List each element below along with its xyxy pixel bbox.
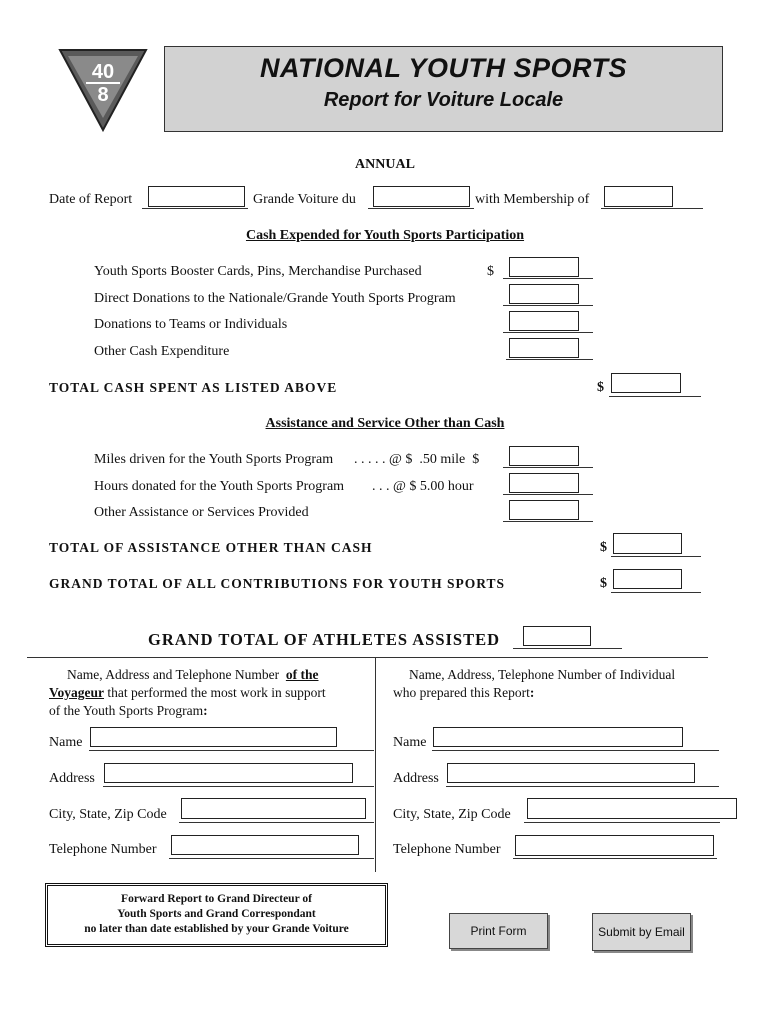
grande-voiture-field[interactable]	[373, 186, 470, 207]
total-cash-label: TOTAL CASH SPENT AS LISTED ABOVE	[49, 380, 338, 395]
membership-field[interactable]	[604, 186, 673, 207]
voyageur-name-label: Name	[49, 735, 83, 750]
assistance-heading: Assistance and Service Other than Cash	[265, 416, 505, 431]
voyageur-intro-c: of the Youth Sports Program	[49, 703, 204, 718]
voyageur-intro	[49, 666, 367, 720]
miles-rate-label: . . . . . @ $ .50 mile $	[354, 452, 480, 467]
voyageur-address-label: Address	[49, 771, 95, 786]
preparer-intro	[393, 666, 723, 702]
athletes-label: GRAND TOTAL OF ATHLETES ASSISTED	[148, 630, 501, 649]
notice-line-1: Forward Report to Grand Directeur of	[121, 893, 312, 905]
cash-item-2: Direct Donations to the Nationale/Grande Youth Sports Program	[94, 291, 456, 306]
preparer-city-label: City, State, Zip Code	[393, 807, 511, 822]
preparer-address-field[interactable]	[447, 763, 695, 783]
other-cash-field[interactable]	[509, 338, 579, 358]
notice-line-3: no later than date established by your Grande Voiture	[84, 923, 349, 935]
grande-voiture-label: Grande Voiture du	[253, 192, 356, 207]
cash-item-4: Other Cash Expenditure	[94, 344, 230, 359]
submit-by-email-button[interactable]: Submit by Email	[592, 913, 691, 951]
preparer-intro-colon: :	[529, 685, 535, 700]
booster-cards-field[interactable]	[509, 257, 579, 277]
voyageur-intro-a: Name, Address and Telephone Number	[67, 667, 280, 682]
membership-label: with Membership of	[475, 192, 590, 207]
cash-item-3: Donations to Teams or Individuals	[94, 317, 288, 332]
voyageur-intro-colon: :	[203, 703, 208, 718]
preparer-phone-field[interactable]	[515, 835, 714, 856]
other-assistance-label: Other Assistance or Services Provided	[94, 505, 309, 520]
date-of-report-field[interactable]	[148, 186, 245, 207]
print-form-button[interactable]: Print Form	[449, 913, 548, 949]
date-of-report-label: Date of Report	[49, 192, 133, 207]
page-title: NATIONAL YOUTH SPORTS	[259, 53, 628, 83]
grand-total-dollar-sign: $	[600, 576, 607, 591]
voyageur-intro-b: that performed the most work in support	[107, 685, 326, 700]
miles-label: Miles driven for the Youth Sports Program	[94, 452, 334, 467]
page-subtitle: Report for Voiture Locale	[323, 89, 564, 111]
voyageur-phone-label: Telephone Number	[49, 842, 157, 857]
preparer-intro-a: Name, Address, Telephone Number of Individual	[409, 667, 676, 682]
annual-label: ANNUAL	[355, 157, 415, 172]
preparer-city-field[interactable]	[527, 798, 737, 819]
notice-line-2: Youth Sports and Grand Correspondant	[117, 908, 316, 920]
hours-rate-label: . . . @ $ 5.00 hour	[372, 479, 474, 494]
preparer-phone-label: Telephone Number	[393, 842, 501, 857]
cash-heading: Cash Expended for Youth Sports Participation	[245, 228, 525, 243]
voyageur-name-field[interactable]	[90, 727, 337, 747]
logo-number-bottom: 8	[97, 84, 109, 106]
athletes-assisted-field[interactable]	[523, 626, 591, 646]
preparer-address-label: Address	[393, 771, 439, 786]
total-assistance-dollar-sign: $	[600, 540, 607, 555]
voyageur-phone-field[interactable]	[171, 835, 359, 855]
voyageur-intro-voyageur: Voyageur	[49, 685, 105, 700]
voyageur-address-field[interactable]	[104, 763, 353, 783]
column-divider	[375, 658, 376, 872]
voyageur-city-label: City, State, Zip Code	[49, 807, 167, 822]
total-cash-dollar-sign: $	[597, 380, 604, 395]
hours-label: Hours donated for the Youth Sports Program	[94, 479, 345, 494]
total-assistance-label: TOTAL OF ASSISTANCE OTHER THAN CASH	[49, 540, 373, 555]
logo-number-top: 40	[91, 61, 115, 83]
preparer-name-label: Name	[393, 735, 427, 750]
other-assistance-field[interactable]	[509, 500, 579, 520]
total-assistance-field[interactable]	[613, 533, 682, 554]
preparer-name-field[interactable]	[433, 727, 683, 747]
voyageur-city-field[interactable]	[181, 798, 366, 819]
hours-donated-field[interactable]	[509, 473, 579, 493]
forty-and-eight-logo-icon	[56, 46, 150, 132]
section-divider	[27, 657, 708, 658]
cash-dollar-sign: $	[487, 264, 494, 279]
title-box	[164, 46, 723, 132]
forward-report-notice	[45, 883, 388, 947]
preparer-intro-b: who prepared this Report	[393, 685, 530, 700]
voyageur-intro-of-the: of the	[285, 667, 319, 682]
grand-total-label: GRAND TOTAL OF ALL CONTRIBUTIONS FOR YOUTH SPORTS	[49, 576, 505, 591]
direct-donations-field[interactable]	[509, 284, 579, 304]
miles-driven-field[interactable]	[509, 446, 579, 466]
grand-total-field[interactable]	[613, 569, 682, 589]
cash-item-1: Youth Sports Booster Cards, Pins, Merchandise Purchased	[94, 264, 422, 279]
team-donations-field[interactable]	[509, 311, 579, 331]
total-cash-field[interactable]	[611, 373, 681, 393]
